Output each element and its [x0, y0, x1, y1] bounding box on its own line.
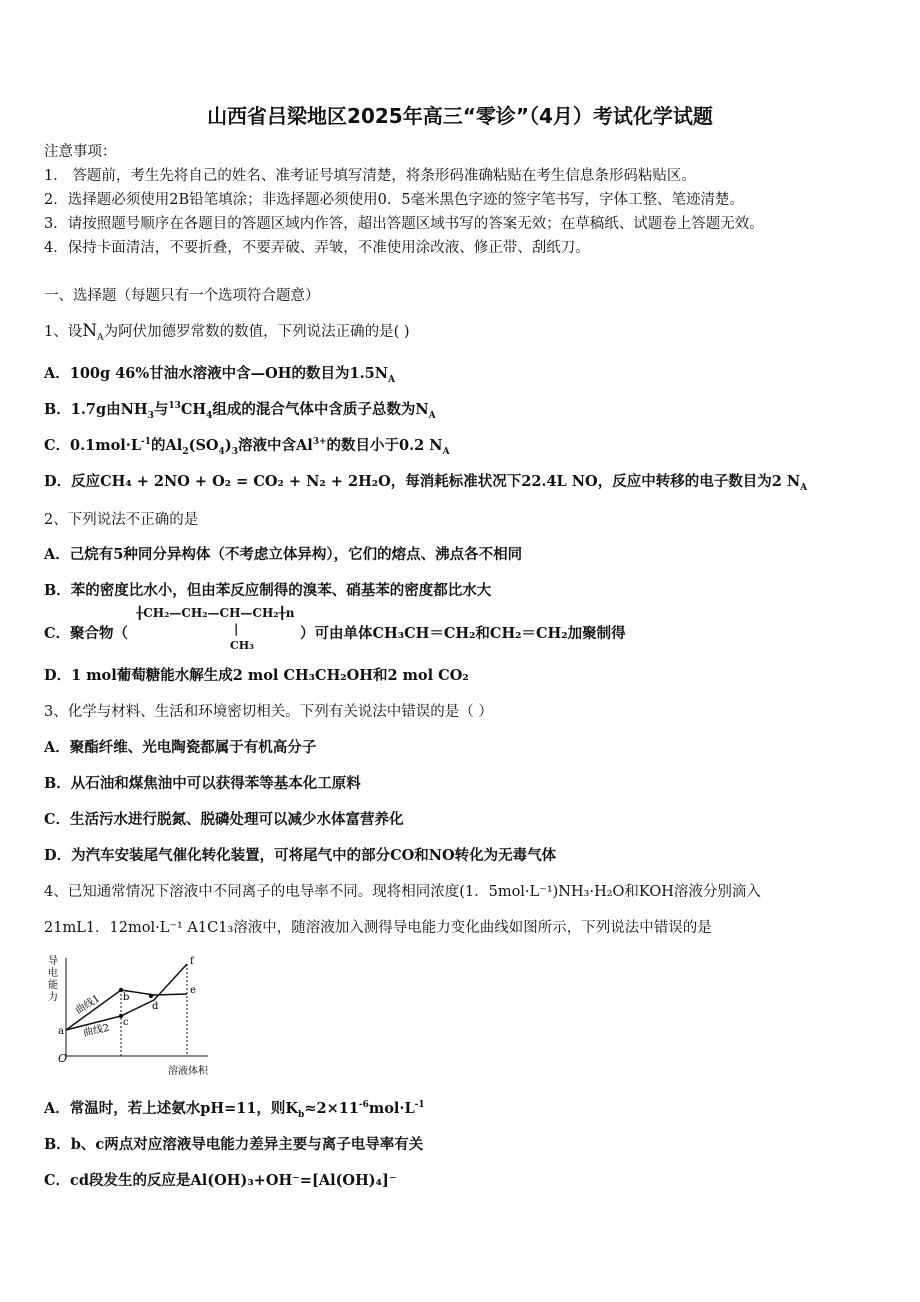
- q3-option-c: C．生活污水进行脱氮、脱磷处理可以减少水体富营养化: [44, 811, 404, 828]
- notice-item: 1． 答题前，考生先将自己的姓名、准考证号填写清楚，将条形码准确粘贴在考生信息条形码粘贴区。: [44, 168, 696, 184]
- point-d-label: d: [152, 1001, 159, 1012]
- question-1-stem: 1、设$N_A$为阿伏加德罗常数的数值，下列说法正确的是( ): [44, 321, 410, 343]
- q2-option-a: A．己烷有5种同分异构体（不考虑立体异构），它们的熔点、沸点各不相同: [44, 546, 523, 563]
- q1-option-d: D．反应CH₄ + 2NO + O₂ = CO₂ + N₂ + 2H₂O，每消耗标准状况下22.4L NO，反应中转移的电子数目为2 $N_A$: [44, 473, 808, 493]
- section-heading: 一、选择题（每题只有一个选项符合题意）: [44, 288, 320, 304]
- polymer-methyl: CH₃: [230, 639, 254, 652]
- q3-option-a: A．聚酯纤维、光电陶瓷都属于有机高分子: [44, 739, 317, 756]
- point-f-label: f: [190, 956, 194, 967]
- question-2-stem: 2、下列说法不正确的是: [44, 512, 199, 528]
- q1-option-b: B．1.7g由$NH_3$与$^{13}CH_4$组成的混合气体中含质子总数为$N_A$: [44, 401, 436, 421]
- conductivity-figure: [44, 952, 214, 1080]
- q1-option-a: A．100g 46%甘油水溶液中含—OH的数目为$1.5N_A$: [44, 365, 395, 385]
- page-title: 山西省吕梁地区2025年高三“零诊”（4月）考试化学试题: [207, 104, 713, 128]
- q3-option-d: D．为汽车安装尾气催化转化装置，可将尾气中的部分CO和NO转化为无毒气体: [44, 847, 557, 864]
- point-c-label: c: [123, 1017, 129, 1028]
- curve-2-label: 曲线2: [82, 1022, 111, 1039]
- q2-option-c-label: C．聚合物（: [44, 625, 129, 642]
- origin-label: O: [58, 1052, 68, 1065]
- polymer-chain: ╂CH₂—CH₂—CH—CH₂╂n: [136, 606, 295, 620]
- question-4-stem-line2: 21mL1．12mol·L⁻¹ A1C1₃溶液中，随溶液加入测得导电能力变化曲线如图所示，下列说法中错误的是: [44, 920, 712, 936]
- polymer-branch-bond: |: [234, 622, 239, 636]
- q4-option-b: B．b、c两点对应溶液导电能力差异主要与离子电导率有关: [44, 1136, 424, 1153]
- q2-option-d: D．1 mol葡萄糖能水解生成2 mol CH₃CH₂OH和2 mol CO₂: [44, 667, 469, 684]
- q2-option-c: [44, 606, 744, 656]
- curve-1-label: 曲线1: [73, 993, 102, 1017]
- point-e-label: e: [190, 985, 196, 996]
- q4-option-c: C．cd段发生的反应是Al(OH)₃+OH⁻=[Al(OH)₄]⁻: [44, 1172, 397, 1189]
- y-axis-label-char: 导: [48, 956, 58, 967]
- y-axis-label-char: 能: [48, 980, 58, 991]
- q2-option-c-text: ）可由单体CH₃CH＝CH₂和CH₂＝CH₂加聚制得: [300, 625, 626, 642]
- y-axis-label-char: 电: [48, 968, 58, 979]
- question-3-stem: 3、化学与材料、生活和环境密切相关。下列有关说法中错误的是（ ）: [44, 704, 493, 720]
- point-a-label: a: [58, 1026, 64, 1037]
- q2-option-b: B．苯的密度比水小，但由苯反应制得的溴苯、硝基苯的密度都比水大: [44, 582, 492, 599]
- y-axis-label-char: 力: [48, 992, 58, 1003]
- q1-option-c: C．$0.1mol\cdot L^{-1}$的$Al_2(SO_4)_3$溶液中含$Al^{3+}$的数目小于0.2 $N_A$: [44, 437, 450, 457]
- notice-heading: 注意事项：: [44, 144, 117, 160]
- point-b-label: b: [123, 992, 130, 1003]
- point-d-marker: [149, 994, 153, 998]
- x-axis-label: 溶液体积: [168, 1066, 208, 1077]
- notice-item: 2．选择题必须使用2B铅笔填涂；非选择题必须使用0．5毫米黑色字迹的签字笔书写，字体工整、笔迹清楚。: [44, 192, 745, 208]
- notice-item: 3．请按照题号顺序在各题目的答题区域内作答，超出答题区域书写的答案无效；在草稿纸、试题卷上答题无效。: [44, 216, 764, 232]
- notice-item: 4．保持卡面清洁，不要折叠，不要弄破、弄皱，不准使用涂改液、修正带、刮纸刀。: [44, 240, 590, 256]
- question-4-stem-line1: 4、已知通常情况下溶液中不同离子的电导率不同。现将相同浓度(1．5mol·L⁻¹)NH₃·H₂O和KOH溶液分别滴入: [44, 884, 761, 900]
- q3-option-b: B．从石油和煤焦油中可以获得苯等基本化工原料: [44, 775, 361, 792]
- q4-option-a: A．常温时，若上述氨水pH=11，则$K_b\approx 2\times 11^{-6}mol\cdot L^{-1}$: [44, 1100, 425, 1120]
